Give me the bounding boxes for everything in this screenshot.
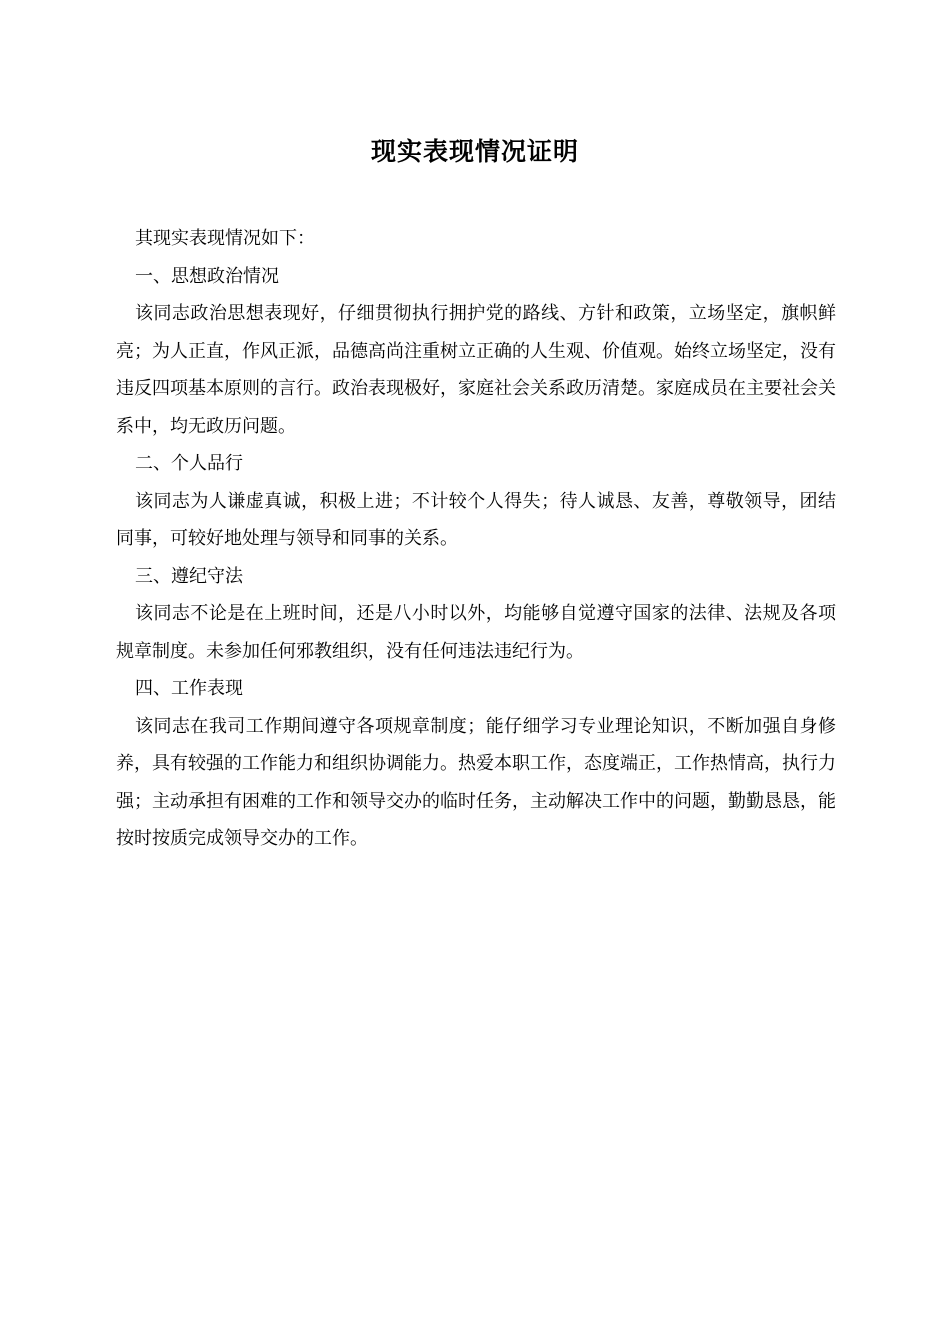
section-body-work: 该同志在我司工作期间遵守各项规章制度；能仔细学习专业理论知识，不断加强自身修养，具有较强的工作能力和组织协调能力。热爱本职工作，态度端正，工作热情高，执行力强；主动承担有困难的工作和领导交办的临时任务，主动解决工作中的问题，勤勤恳恳，能按时按质完成领导交办的工作。	[116, 715, 836, 849]
intro-paragraph: 其现实表现情况如下：	[135, 228, 315, 249]
section-body-politics: 该同志政治思想表现好，仔细贯彻执行拥护党的路线、方针和政策，立场坚定，旗帜鲜亮；为人正直，作风正派，品德高尚注重树立正确的人生观、价值观。始终立场坚定，没有违反四项基本原则的言行。政治表现极好，家庭社会关系政历清楚。家庭成员在主要社会关系中，均无政历问题。	[116, 303, 836, 437]
section-heading-work: 四、工作表现	[135, 678, 243, 699]
section-heading-conduct: 二、个人品行	[135, 453, 243, 474]
document-body	[116, 220, 836, 858]
document-title: 现实表现情况证明	[370, 137, 579, 166]
section-heading-politics: 一、思想政治情况	[135, 265, 279, 287]
section-heading-law: 三、遵纪守法	[135, 565, 243, 587]
section-body-law: 该同志不论是在上班时间，还是八小时以外，均能够自觉遵守国家的法律、法规及各项规章制度。未参加任何邪教组织，没有任何违法违纪行为。	[116, 603, 836, 662]
section-body-conduct: 该同志为人谦虚真诚，积极上进；不计较个人得失；待人诚恳、友善，尊敬领导，团结同事，可较好地处理与领导和同事的关系。	[116, 490, 836, 549]
